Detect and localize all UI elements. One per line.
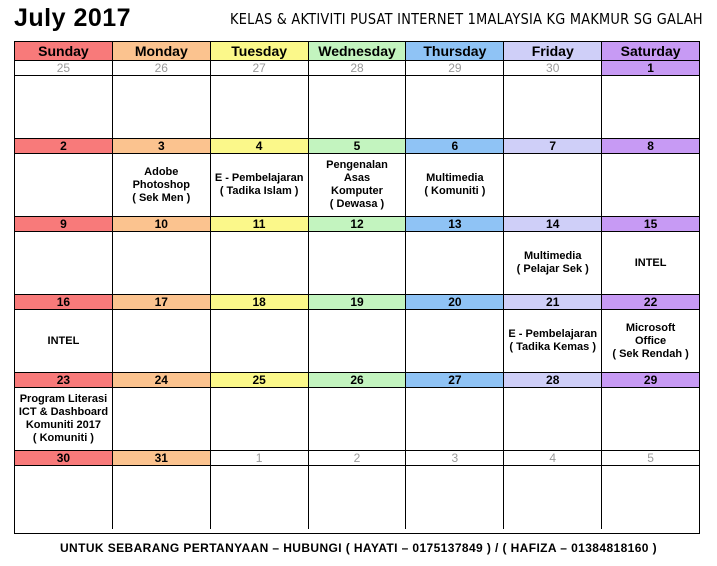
day-number: 15: [602, 217, 699, 231]
weekday-header-tuesday: Tuesday: [211, 42, 309, 60]
day-number: 3: [406, 451, 504, 465]
day-number: 23: [15, 373, 113, 387]
day-event-cell: [406, 388, 504, 450]
day-number: 16: [15, 295, 113, 309]
calendar-week: [15, 217, 699, 295]
weekday-header-thursday: Thursday: [406, 42, 504, 60]
day-number: 20: [406, 295, 504, 309]
day-event-cell: Pengenalan Asas Komputer ( Dewasa ): [309, 154, 407, 216]
event-row: [15, 310, 699, 372]
day-event-cell: [504, 76, 602, 138]
calendar-week: [15, 139, 699, 217]
day-event-cell: [15, 76, 113, 138]
day-event-cell: [406, 310, 504, 372]
day-event-cell: [309, 466, 407, 529]
day-number: 27: [406, 373, 504, 387]
calendar-week: [15, 61, 699, 139]
day-number: 5: [309, 139, 407, 153]
day-number: 1: [602, 61, 699, 75]
day-number: 19: [309, 295, 407, 309]
day-number: 29: [602, 373, 699, 387]
day-event-cell: [15, 466, 113, 529]
day-number: 22: [602, 295, 699, 309]
day-event-cell: [113, 310, 211, 372]
event-row: [15, 76, 699, 138]
date-row: [15, 451, 699, 466]
event-row: [15, 232, 699, 294]
day-event-cell: [602, 388, 699, 450]
day-event-cell: [113, 232, 211, 294]
weekday-header-friday: Friday: [504, 42, 602, 60]
day-event-cell: [602, 76, 699, 138]
day-number: 11: [211, 217, 309, 231]
day-number: 17: [113, 295, 211, 309]
day-event-cell: Program Literasi ICT & Dashboard Komuniti 2017 ( Komuniti ): [15, 388, 113, 450]
day-event-cell: [15, 154, 113, 216]
date-row: [15, 373, 699, 388]
day-number: 2: [15, 139, 113, 153]
day-event-cell: E - Pembelajaran ( Tadika Kemas ): [504, 310, 602, 372]
day-event-cell: [309, 310, 407, 372]
day-event-cell: [211, 388, 309, 450]
day-event-cell: [211, 232, 309, 294]
day-event-cell: E - Pembelajaran ( Tadika Islam ): [211, 154, 309, 216]
day-number: 12: [309, 217, 407, 231]
date-row: [15, 61, 699, 76]
calendar-week: [15, 373, 699, 451]
day-event-cell: INTEL: [634, 256, 667, 269]
day-event-cell: [309, 232, 407, 294]
day-number: 24: [113, 373, 211, 387]
weekday-header-sunday: Sunday: [15, 42, 113, 60]
date-row: [15, 139, 699, 154]
calendar-grid: [14, 41, 700, 534]
day-event-cell: [406, 232, 504, 294]
day-number: 26: [113, 61, 211, 75]
day-number: 1: [211, 451, 309, 465]
day-number: 26: [309, 373, 407, 387]
day-number: 27: [211, 61, 309, 75]
day-number: 2: [309, 451, 407, 465]
day-number: 30: [15, 451, 113, 465]
event-row: [15, 154, 699, 216]
calendar-week: [15, 295, 699, 373]
day-event-cell: [406, 466, 504, 529]
day-event-cell: [309, 76, 407, 138]
day-event-cell: [113, 76, 211, 138]
event-row: [15, 466, 699, 529]
day-event-cell: [15, 232, 113, 294]
day-number: 21: [504, 295, 602, 309]
calendar-week: [15, 451, 699, 529]
day-event-cell: [113, 388, 211, 450]
day-number: 31: [113, 451, 211, 465]
day-event-cell: [211, 310, 309, 372]
month-title: July 2017: [14, 4, 132, 32]
day-number: 18: [211, 295, 309, 309]
day-event-cell: Adobe Photoshop ( Sek Men ): [113, 154, 211, 216]
day-number: 7: [504, 139, 602, 153]
day-event-cell: Multimedia ( Komuniti ): [406, 154, 504, 216]
day-number: 28: [504, 373, 602, 387]
day-number: 28: [309, 61, 407, 75]
day-event-cell: INTEL: [15, 310, 113, 372]
day-number: 25: [15, 61, 113, 75]
day-event-cell: [504, 388, 602, 450]
day-number: 29: [406, 61, 504, 75]
weekday-header-wednesday: Wednesday: [309, 42, 407, 60]
day-event-cell: Microsoft Office ( Sek Rendah ): [612, 321, 689, 360]
date-row: [15, 295, 699, 310]
weekday-header-saturday: Saturday: [602, 42, 699, 60]
day-event-cell: [113, 466, 211, 529]
day-event-cell: Multimedia ( Pelajar Sek ): [504, 232, 602, 294]
day-event-cell: [602, 466, 699, 529]
calendar-subtitle: KELAS & AKTIVITI PUSAT INTERNET 1MALAYSIA KG MAKMUR SG GALAH: [230, 10, 703, 28]
day-number: 13: [406, 217, 504, 231]
day-number: 25: [211, 373, 309, 387]
day-number: 8: [602, 139, 699, 153]
day-number: 30: [504, 61, 602, 75]
day-number: 4: [504, 451, 602, 465]
day-event-cell: [309, 388, 407, 450]
day-number: 9: [15, 217, 113, 231]
day-number: 5: [602, 451, 699, 465]
day-event-cell: [504, 466, 602, 529]
day-number: 6: [406, 139, 504, 153]
contact-footer: UNTUK SEBARANG PERTANYAAN – HUBUNGI ( HAYATI – 0175137849 ) / ( HAFIZA – 01384818160 ): [59, 541, 658, 555]
day-event-cell: [211, 466, 309, 529]
day-event-cell: [406, 76, 504, 138]
event-row: [15, 388, 699, 450]
date-row: [15, 217, 699, 232]
weekday-header-monday: Monday: [113, 42, 211, 60]
day-number: 10: [113, 217, 211, 231]
day-number: 14: [504, 217, 602, 231]
day-event-cell: [602, 154, 699, 216]
day-event-cell: [211, 76, 309, 138]
day-number: 4: [211, 139, 309, 153]
weekday-header-row: [15, 42, 699, 61]
day-number: 3: [113, 139, 211, 153]
day-event-cell: [504, 154, 602, 216]
